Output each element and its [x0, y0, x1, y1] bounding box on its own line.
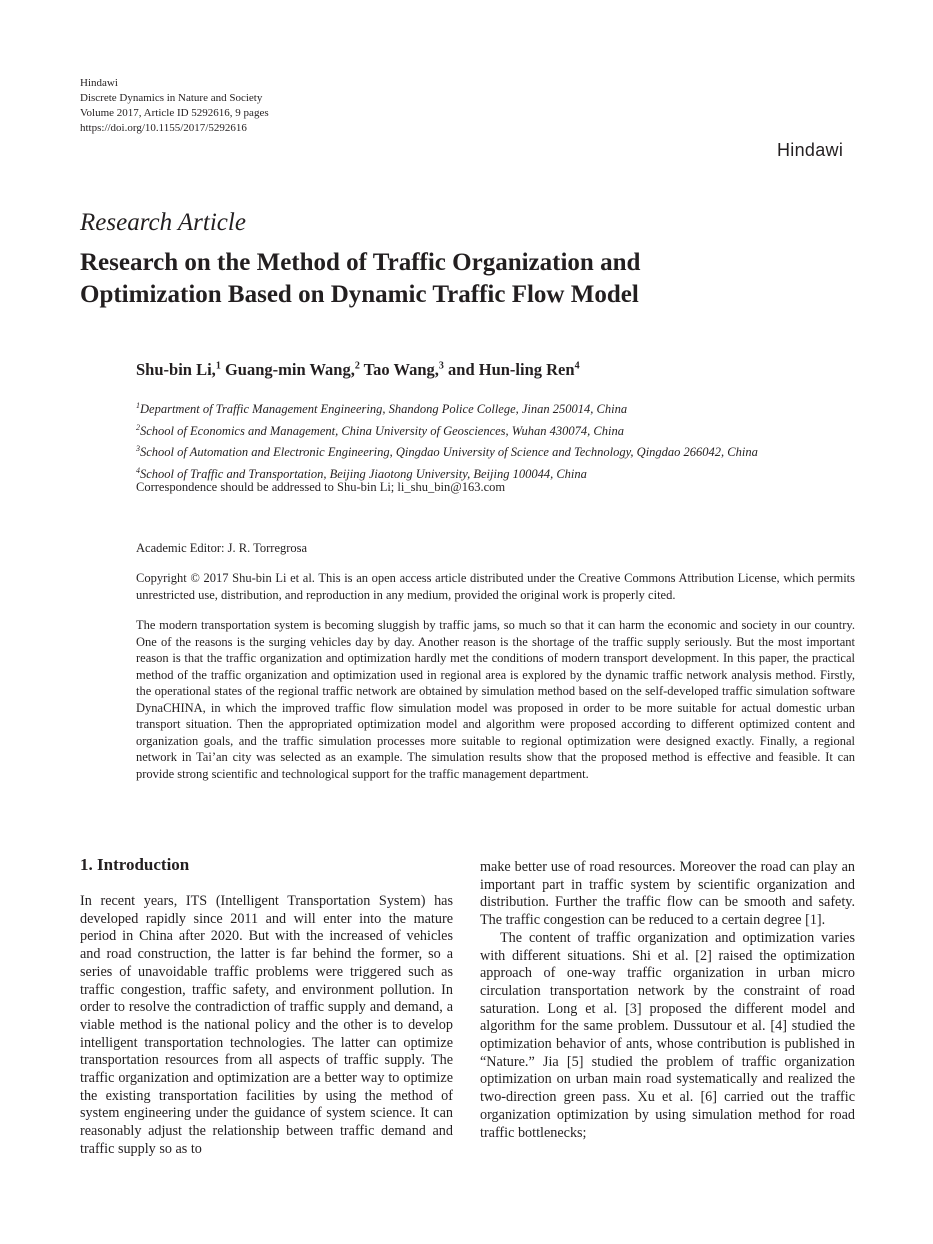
- author-name: and Hun-ling Ren: [448, 360, 575, 379]
- section-heading-introduction: 1. Introduction: [80, 855, 190, 874]
- intro-paragraph: In recent years, ITS (Intelligent Transportation System) has developed rapidly since 2011 and will enter into the mature period in China after 2020. But with the increased of vehicles and road construction, the latter is far behind the former, so a series of unavoidable traffic problems were triggered such as traffic congestion, traffic safety, and environment pollution. In order to resolve the contradiction of traffic supply and demand, a viable method is the national policy and the other is to develop intelligent transportation technologies. The latter can optimize transportation resources from all aspects of traffic supply. The traffic organization and optimization are a better way to optimize the existing transportation facilities by using the method of system engineering under the guidance of system science. It can reasonably adjust the relationship between traffic demand and traffic supply so as to: [80, 893, 453, 1157]
- affiliation-text: School of Traffic and Transportation, Beijing Jiaotong University, Beijing 100044, China: [140, 467, 587, 482]
- publisher-name: Hindawi: [80, 77, 118, 89]
- affiliation-list: [136, 397, 758, 484]
- article-type: Research Article: [80, 209, 246, 236]
- author-name: Tao Wang,: [363, 360, 439, 379]
- affiliation: [136, 419, 758, 441]
- author-name: Shu-bin Li,: [136, 360, 216, 379]
- author-sup: 2: [354, 360, 360, 372]
- copyright-notice: Copyright © 2017 Shu-bin Li et al. This is an open access article distributed under the Creative Commons Attribution License, which permits unrestricted use, distribution, and reproduction in any medium, provided the original work is properly cited.: [136, 571, 855, 602]
- affiliation: [136, 397, 758, 419]
- author-list: [136, 360, 580, 380]
- abstract: The modern transportation system is becoming sluggish by traffic jams, so much so that it can harm the economic and society in our country. One of the reasons is the surging vehicles day by day. Another reason is the shortage of the traffic supply seriously. But the most important reason is that the traffic organization and optimization hardly met the conditions of modern transport development. In this paper, the practical method of the traffic organization and optimization used in regional area is explored by the dynamic traffic network analysis method. Firstly, the operational states of the regional traffic network are obtained by simulation method based on the self-developed traffic simulation software DynaCHINA, in which the improved traffic flow simulation model was proposed in order to be more suitable for actual domestic urban transport situation. Then the appropriated optimization model and algorithm were proposed according to different optimized content and organization goals, and the traffic simulation processes more suitable to regional optimization were designed exactly. Finally, a regional network in Tai’an city was selected as an example. The simulation results show that the proposed method is effective and feasible. It can provide strong scientific and technological support for the traffic management department.: [136, 618, 855, 781]
- author-sup: 3: [438, 360, 444, 372]
- journal-meta: [80, 76, 269, 136]
- journal-name: Discrete Dynamics in Nature and Society: [80, 92, 263, 104]
- affiliation-text: Department of Traffic Management Engineering, Shandong Police College, Jinan 250014, China: [140, 402, 628, 417]
- author-sup: 1: [215, 360, 221, 372]
- intro-paragraph: The content of traffic organization and optimization varies with different situations. Shi et al. [2] raised the optimization approach of one-way traffic organization in urban micro circulation transportation network by the constraint of road saturation. Long et al. [3] proposed the different model and algorithm for the same problem. Dussutour et al. [4] studied the optimization behavior of ants, whose contribution is published in “Nature.” Jia [5] studied the problem of traffic organization optimization on urban main road systematically and realized the two-direction green pass. Xu et al. [6] carried out the traffic organization optimization by using simulation method for road traffic bottlenecks;: [480, 929, 855, 1141]
- hindawi-logo: Hindawi: [777, 140, 844, 160]
- academic-editor: Academic Editor: J. R. Torregrosa: [136, 541, 308, 555]
- title-line-1: Research on the Method of Traffic Organization and: [80, 249, 641, 276]
- affiliation-num: 1: [136, 401, 140, 410]
- intro-paragraph-continued: make better use of road resources. Moreover the road can play an important part in traffic system by scientific organization and distribution. Further the traffic flow can be smooth and safety. The traffic congestion can be reduced to a certain degree [1].: [480, 859, 855, 929]
- affiliation-num: 3: [136, 444, 140, 454]
- title-line-2: Optimization Based on Dynamic Traffic Flow Model: [80, 281, 639, 308]
- doi-link[interactable]: https://doi.org/10.1155/2017/5292616: [80, 122, 247, 134]
- right-column: [480, 859, 855, 1142]
- affiliation: [136, 440, 758, 462]
- affiliation-num: 2: [136, 422, 140, 432]
- correspondence: Correspondence should be addressed to Shu-bin Li; li_shu_bin@163.com: [136, 480, 506, 494]
- article-title: [80, 247, 800, 311]
- left-column: [80, 893, 453, 1159]
- affiliation-text: School of Automation and Electronic Engineering, Qingdao University of Science and Technology, Qingdao 266042, China: [140, 445, 758, 460]
- volume-info: Volume 2017, Article ID 5292616, 9 pages: [80, 107, 269, 119]
- affiliation-text: School of Economics and Management, China University of Geosciences, Wuhan 430074, China: [140, 423, 624, 438]
- author-sup: 4: [574, 360, 580, 372]
- author-name: Guang-min Wang,: [224, 360, 355, 379]
- affiliation-num: 4: [136, 465, 140, 475]
